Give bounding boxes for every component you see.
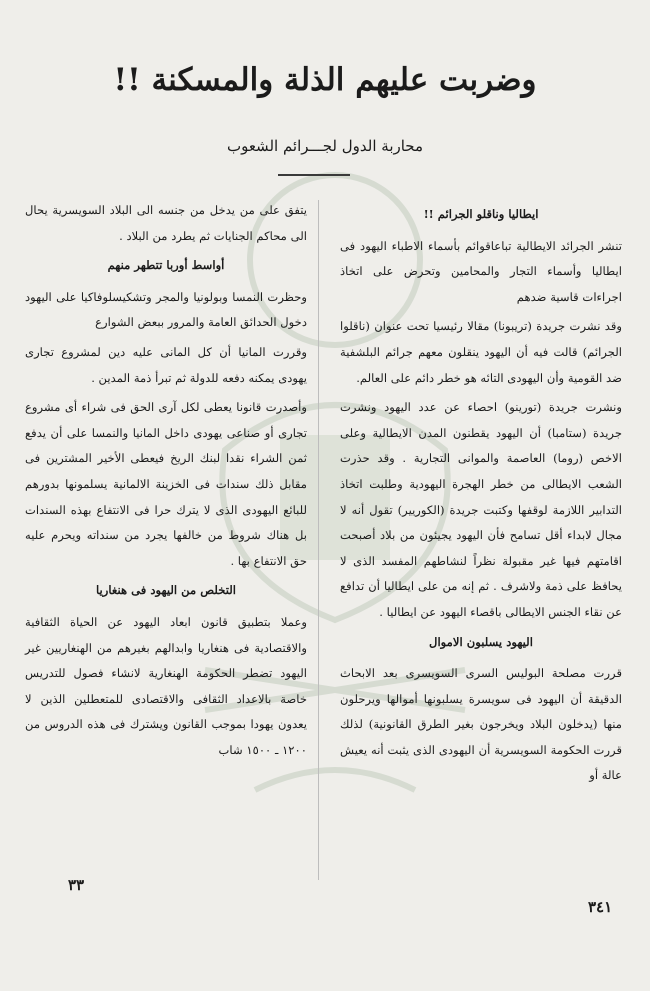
column-rule — [318, 200, 319, 880]
paragraph: وعملا بتطبيق قانون ابعاد اليهود عن الحياة الثقافية والاقتصادية فى هنغاريا وابدالهم بغيرهم من الهنغاريين غير اليهود تضطر الحكومة الهنغارية لانشاء فصول للتدريس خاصة بالاعداد الثقافى والاقتصادى للمتعطلين الذين لا يعدون يهودا بموجب القانون ويشترك فى هذه الدروس من ١٢٠٠ ـ ١٥٠٠ شاب — [25, 614, 307, 757]
paragraph: وقد نشرت جريدة (تريبونا) مقالا رئيسيا تحت عنوان (ناقلوا الجرائم) قالت فيه أن اليهود ينقلون معهم جرائم البلشفية ضد القومية وأن اليهودى التائه هو خطر دائم على العالم. — [340, 319, 622, 385]
page-number-right: ٣٤١ — [588, 898, 613, 916]
article-title: وضربت عليهم الذلة والمسكنة !! — [113, 62, 537, 98]
left-column — [25, 198, 307, 767]
paragraph: ايطاليا وناقلو الجرائم !! — [423, 207, 539, 221]
paragraph: يتفق على من يدخل من جنسه الى البلاد السويسرية يحال الى محاكم الجنايات ثم يطرد من البلاد . — [25, 203, 307, 243]
section-heading: أواسط أوربا تتطهر منهم — [107, 258, 225, 273]
page-number-left: ٣٣ — [68, 876, 85, 894]
paragraph: وقررت المانيا أن كل المانى عليه دين لمشروع تجارى يهودى يمكنه دفعه للدولة ثم تبرأ ذمة المدين . — [25, 344, 307, 385]
paragraph: تنشر الجرائد الايطالية تباعاقوائم بأسماء الاطباء اليهود فى ايطاليا وأسماء التجار والمحامين وتحرض على اتخاذ اجراءات قاسية ضدهم — [340, 238, 622, 304]
paragraph: وحظرت النمسا وبولونيا والمجر وتشكيسلوفاكيا على اليهود دخول الحدائق العامة والمرور ببعض الشوارع — [25, 289, 307, 330]
title-divider — [278, 174, 350, 176]
paragraph: ونشرت جريدة (تورينو) احصاء عن عدد اليهود ونشرت جريدة (ستامبا) أن اليهود يقطنون المدن الايطالية وعلى الاخص (روما) العاصمة والموانى التجارية . وقد حذرت الشعب الايطالى من خطر الهجرة اليهودية وطلبت اتخاذ التدابير اللازمة لوقفها وكتبت جريدة (الكوريير) تقول أنه لا مجال لابداء أقل تسامح فأن اليهود يجيئون من بلاد أصبحت اقامتهم فيها غير مقبولة نظراً لنشاطهم المفسد الذى لا يحافظ على ذمة ولاشرف . ثم إنه من على ايطاليا أن تدافع عن نقاء الجنس الايطالى باقصاء اليهود عن ايطاليا . — [340, 400, 622, 619]
paragraph: قررت مصلحة البوليس السرى السويسرى بعد الابحاث الدقيقة أن اليهود فى سويسرة يسلبونها أموالها ويرحلون منها (يدخلون البلاد ويخرجون بغير الطرق القانونية) لذلك قررت الحكومة السويسرية أن اليهودى الذى يثبت أنه يعيش عالة أو — [340, 666, 622, 783]
section-heading: اليهود يسلبون الاموال — [429, 634, 533, 649]
section-heading: التخلص من اليهود فى هنغاريا — [95, 583, 236, 598]
right-column — [340, 198, 622, 793]
article-subtitle: محاربة الدول لجـــرائم الشعوب — [226, 137, 424, 155]
paragraph: وأصدرت قانونا يعطى لكل آرى الحق فى شراء أى مشروع تجارى أو صناعى يهودى داخل المانيا والنمسا على أن يدفع ثمن الشراء نقدا لبنك الريخ فيعطى الأخير المشترين فى مقابل ذلك سندات فى الخزينة الالمانية يسلمونها بدورهم للبائع اليهودى الذى لا يترك حرا فى الانتفاع بهذه السندات بل هناك شروط من خالفها يجرد من سنداته ويحرم عليه حق الانتفاع بها . — [25, 400, 307, 568]
